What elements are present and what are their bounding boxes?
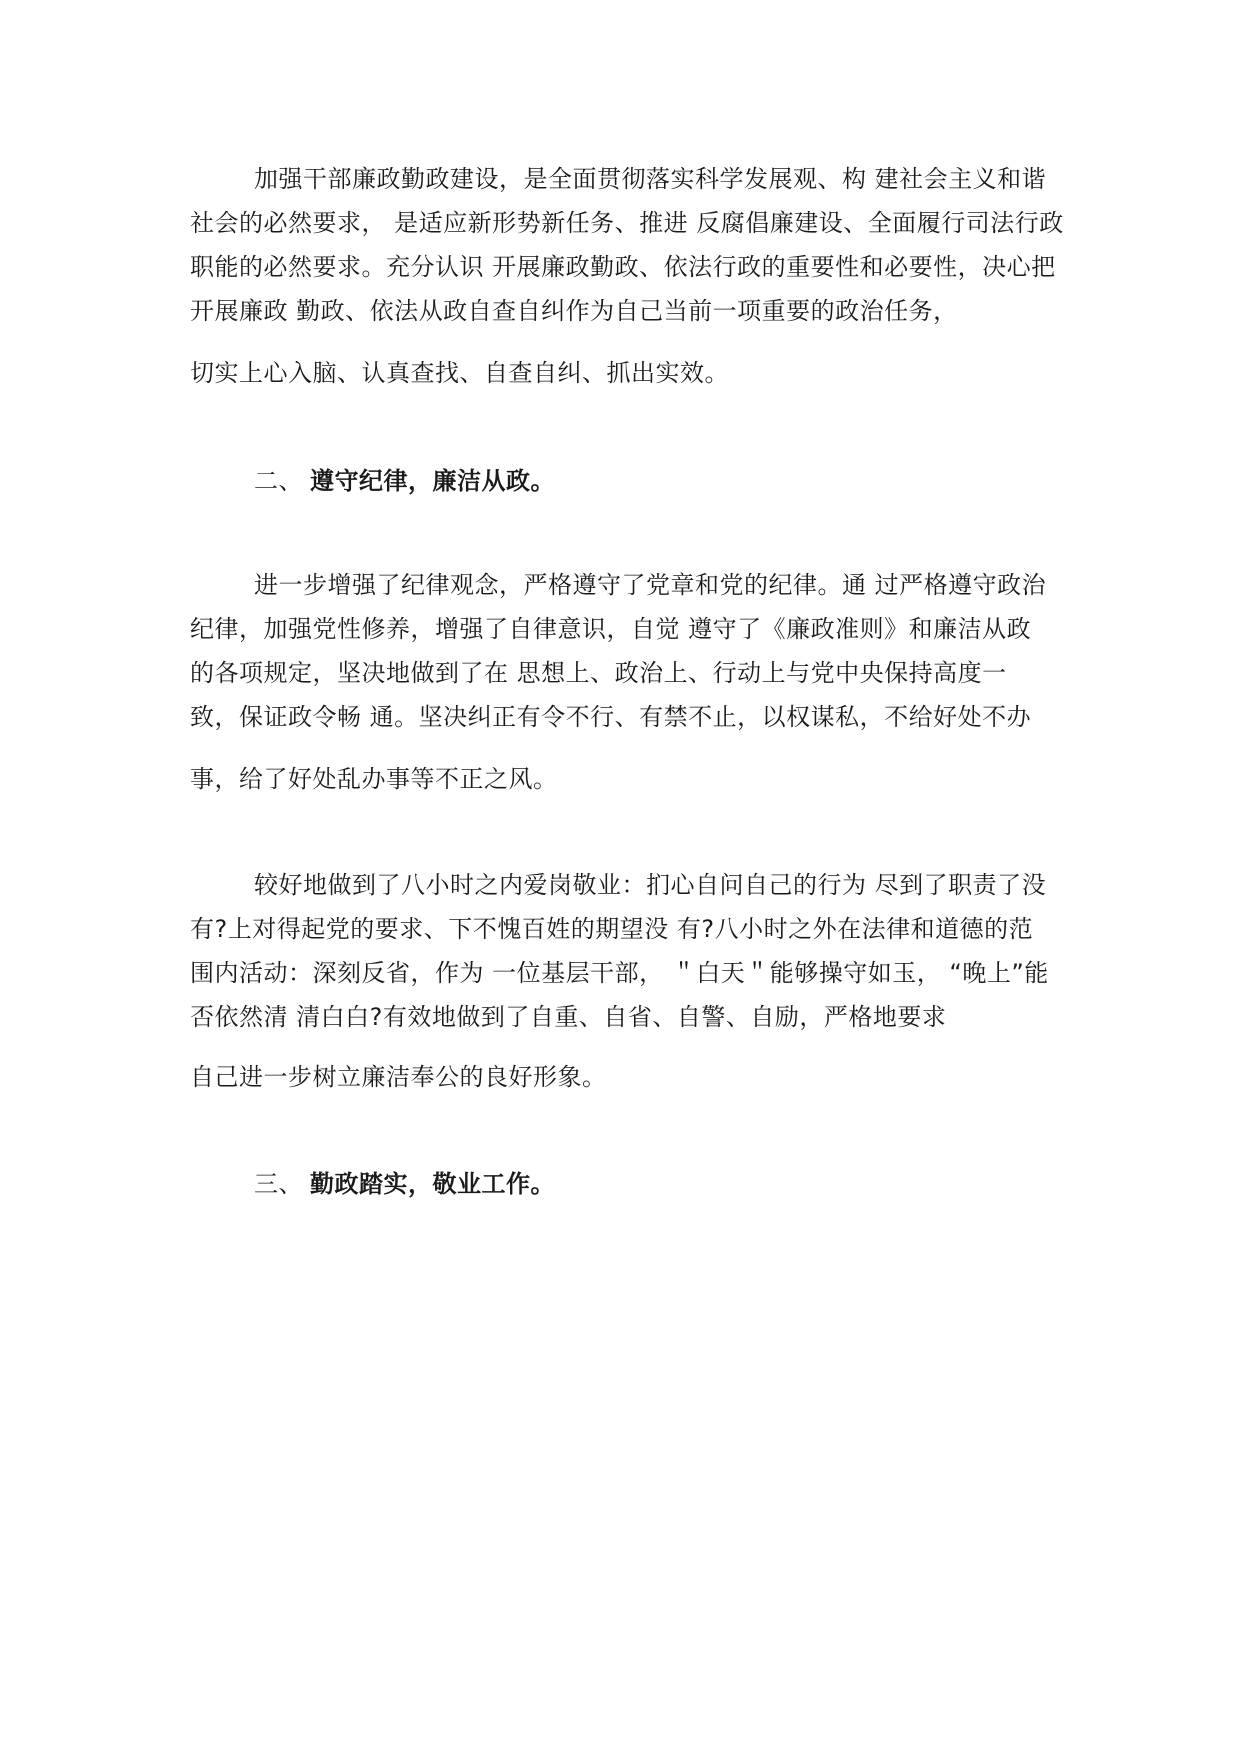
paragraph-2-line-1: 进一步增强了纪律观念，严格遵守了党章和党的纪律。通 过严格遵守政治 [254, 571, 1047, 599]
paragraph-1-line-2: 社会的必然要求， 是适应新形势新任务、推进 反腐倡廉建设、全面履行司法行政 [190, 209, 1064, 237]
section-heading-2 [254, 464, 555, 498]
section-title: 勤政踏实，敬业工作。 [310, 1170, 555, 1198]
paragraph-1-line-3: 职能的必然要求。充分认识 开展廉政勤政、依法行政的重要性和必要性，决心把 [190, 253, 1056, 281]
paragraph-3-line-5: 自己进一步树立廉洁奉公的良好形象。 [190, 1063, 607, 1091]
section-heading-3 [254, 1167, 555, 1201]
paragraph-2-line-2: 纪律，加强党性修养，增强了自律意识，自觉 遵守了《廉政准则》和廉洁从政 [190, 615, 1032, 643]
paragraph-3-line-2: 有?上对得起党的要求、下不愧百姓的期望没 有?八小时之外在法律和道德的范 [190, 915, 1034, 943]
paragraph-2-line-5: 事，给了好处乱办事等不正之风。 [190, 765, 558, 793]
paragraph-1-line-1: 加强干部廉政勤政建设，是全面贯彻落实科学发展观、构 建社会主义和谐 [254, 165, 1047, 193]
paragraph-3-line-1: 较好地做到了八小时之内爱岗敬业：扪心自问自己的行为 尽到了职责了没 [254, 871, 1047, 899]
section-number: 二、 [254, 467, 303, 495]
paragraph-3-line-4: 否依然清 清白白?有效地做到了自重、自省、自警、自励，严格地要求 [190, 1003, 947, 1031]
paragraph-2-line-3: 的各项规定，坚决地做到了在 思想上、政治上、行动上与党中央保持高度一 [190, 659, 1007, 687]
section-number: 三、 [254, 1170, 303, 1198]
section-title: 遵守纪律，廉洁从政。 [310, 467, 555, 495]
paragraph-3-line-3: 围内活动：深刻反省，作为 一位基层干部， ＂白天＂能够操守如玉， “晚上”能 [190, 959, 1049, 987]
paragraph-1-line-5: 切实上心入脑、认真查找、自查自纠、抓出实效。 [190, 359, 729, 387]
paragraph-2-line-4: 致，保证政令畅 通。坚决纠正有令不行、有禁不止，以权谋私，不给好处不办 [190, 703, 1032, 731]
paragraph-1-line-4: 开展廉政 勤政、依法从政自查自纠作为自己当前一项重要的政治任务， [190, 297, 958, 325]
